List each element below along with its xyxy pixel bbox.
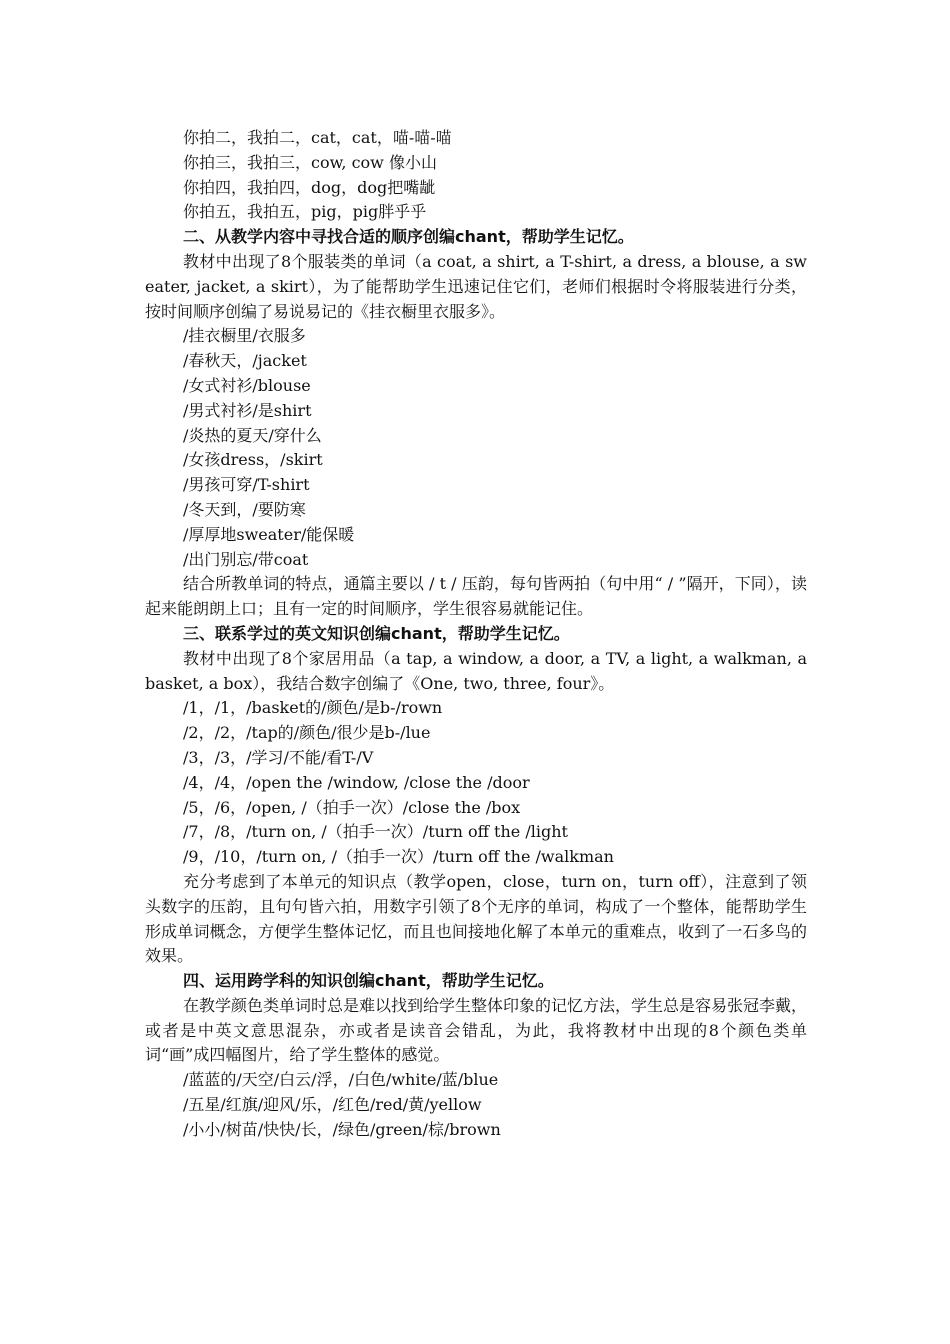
chant-line: 你拍四，我拍四，dog，dog把嘴龇 [183, 177, 436, 197]
chant-line: /五星/红旗/迎风/乐，/红色/red/黄/yellow [183, 1095, 482, 1115]
chant-line: /厚厚地sweater/能保暖 [183, 524, 355, 544]
paragraph: 结合所教单词的特点，通篇主要以 / t / 压韵，每句皆两拍（句中用“ / ”隔开，下同），读起来能朗朗上口；且有一定的时间顺序，学生很容易就能记住。 [145, 574, 807, 619]
chant-line: /3，/3，/学习/不能/看T-/V [183, 747, 374, 767]
section-2 [145, 225, 807, 622]
chant-line: /蓝蓝的/天空/白云/浮，/白色/white/蓝/blue [183, 1070, 499, 1090]
paragraph: 充分考虑到了本单元的知识点（教学open，close，turn on，turn off），注意到了领头数字的压韵，且句句皆六拍，用数字引领了8个无序的单词，构成了一个整体，能帮助学生形成单词概念，方便学生整体记忆，而且也间接地化解了本单元的重难点，收到了一石多鸟的效果。 [145, 871, 807, 966]
chant-line: /1，/1，/basket的/颜色/是b-/rown [183, 698, 443, 718]
document-page [145, 126, 807, 1143]
chant-line: /9，/10，/turn on, /（拍手一次）/turn off the /walkman [183, 847, 614, 867]
chant-line: /7，/8，/turn on, /（拍手一次）/turn off the /light [183, 822, 568, 842]
paragraph: 在教学颜色类单词时总是难以找到给学生整体印象的记忆方法，学生总是容易张冠李戴，或者是中英文意思混杂，亦或者是读音会错乱，为此，我将教材中出现的8个颜色类单词“画”成四幅图片，给了学生整体的感觉。 [145, 995, 808, 1065]
chant-line: /小小/树苗/快快/长，/绿色/green/棕/brown [183, 1119, 501, 1139]
chant-line: 你拍五，我拍五，pig，pig胖乎乎 [183, 202, 427, 222]
chant-line: /2，/2，/tap的/颜色/很少是b-/lue [183, 723, 431, 743]
chant-line: /4，/4，/open the /window, /close the /door [183, 772, 530, 792]
chant-line: /男孩可穿/T-shirt [183, 475, 310, 495]
section-heading: 二、从教学内容中寻找合适的顺序创编chant，帮助学生记忆。 [183, 227, 634, 247]
chant-line: /春秋天，/jacket [183, 351, 307, 371]
chant-line: /5，/6，/open, /（拍手一次）/close the /box [183, 797, 521, 817]
section-heading: 三、联系学过的英文知识创编chant，帮助学生记忆。 [183, 623, 570, 643]
chant-line: /男式衬衫/是shirt [183, 400, 312, 420]
chant-line: /出门别忘/带coat [183, 549, 309, 569]
paragraph: 教材中出现了8个服装类的单词（a coat, a shirt, a T-shirt, a dress, a blouse, a sweater, jacket, a skirt），为了能帮助学生迅速记住它们，老师们根据时令将服装进行分类，按时间顺序创编了易说易记的《挂衣橱里衣服多》。 [145, 251, 807, 321]
chant-line: /挂衣橱里/衣服多 [183, 326, 306, 346]
chant-line: /女式衬衫/blouse [183, 375, 311, 395]
chant-line: 你拍二，我拍二，cat，cat，喵-喵-喵 [183, 128, 452, 147]
intro-chant [145, 126, 807, 225]
chant-line: /女孩dress，/skirt [183, 450, 323, 470]
chant-line: /冬天到，/要防寒 [183, 499, 306, 519]
chant-line: /炎热的夏天/穿什么 [183, 425, 322, 445]
section-heading: 四、运用跨学科的知识创编chant，帮助学生记忆。 [183, 971, 554, 991]
paragraph: 教材中出现了8个家居用品（a tap, a window, a door, a TV, a light, a walkman, a basket, a box），我结合数字创编了《One, two, three, four》。 [145, 648, 807, 693]
section-4 [145, 969, 807, 1143]
section-3 [145, 622, 807, 969]
chant-line: 你拍三，我拍三，cow, cow 像小山 [183, 152, 437, 172]
